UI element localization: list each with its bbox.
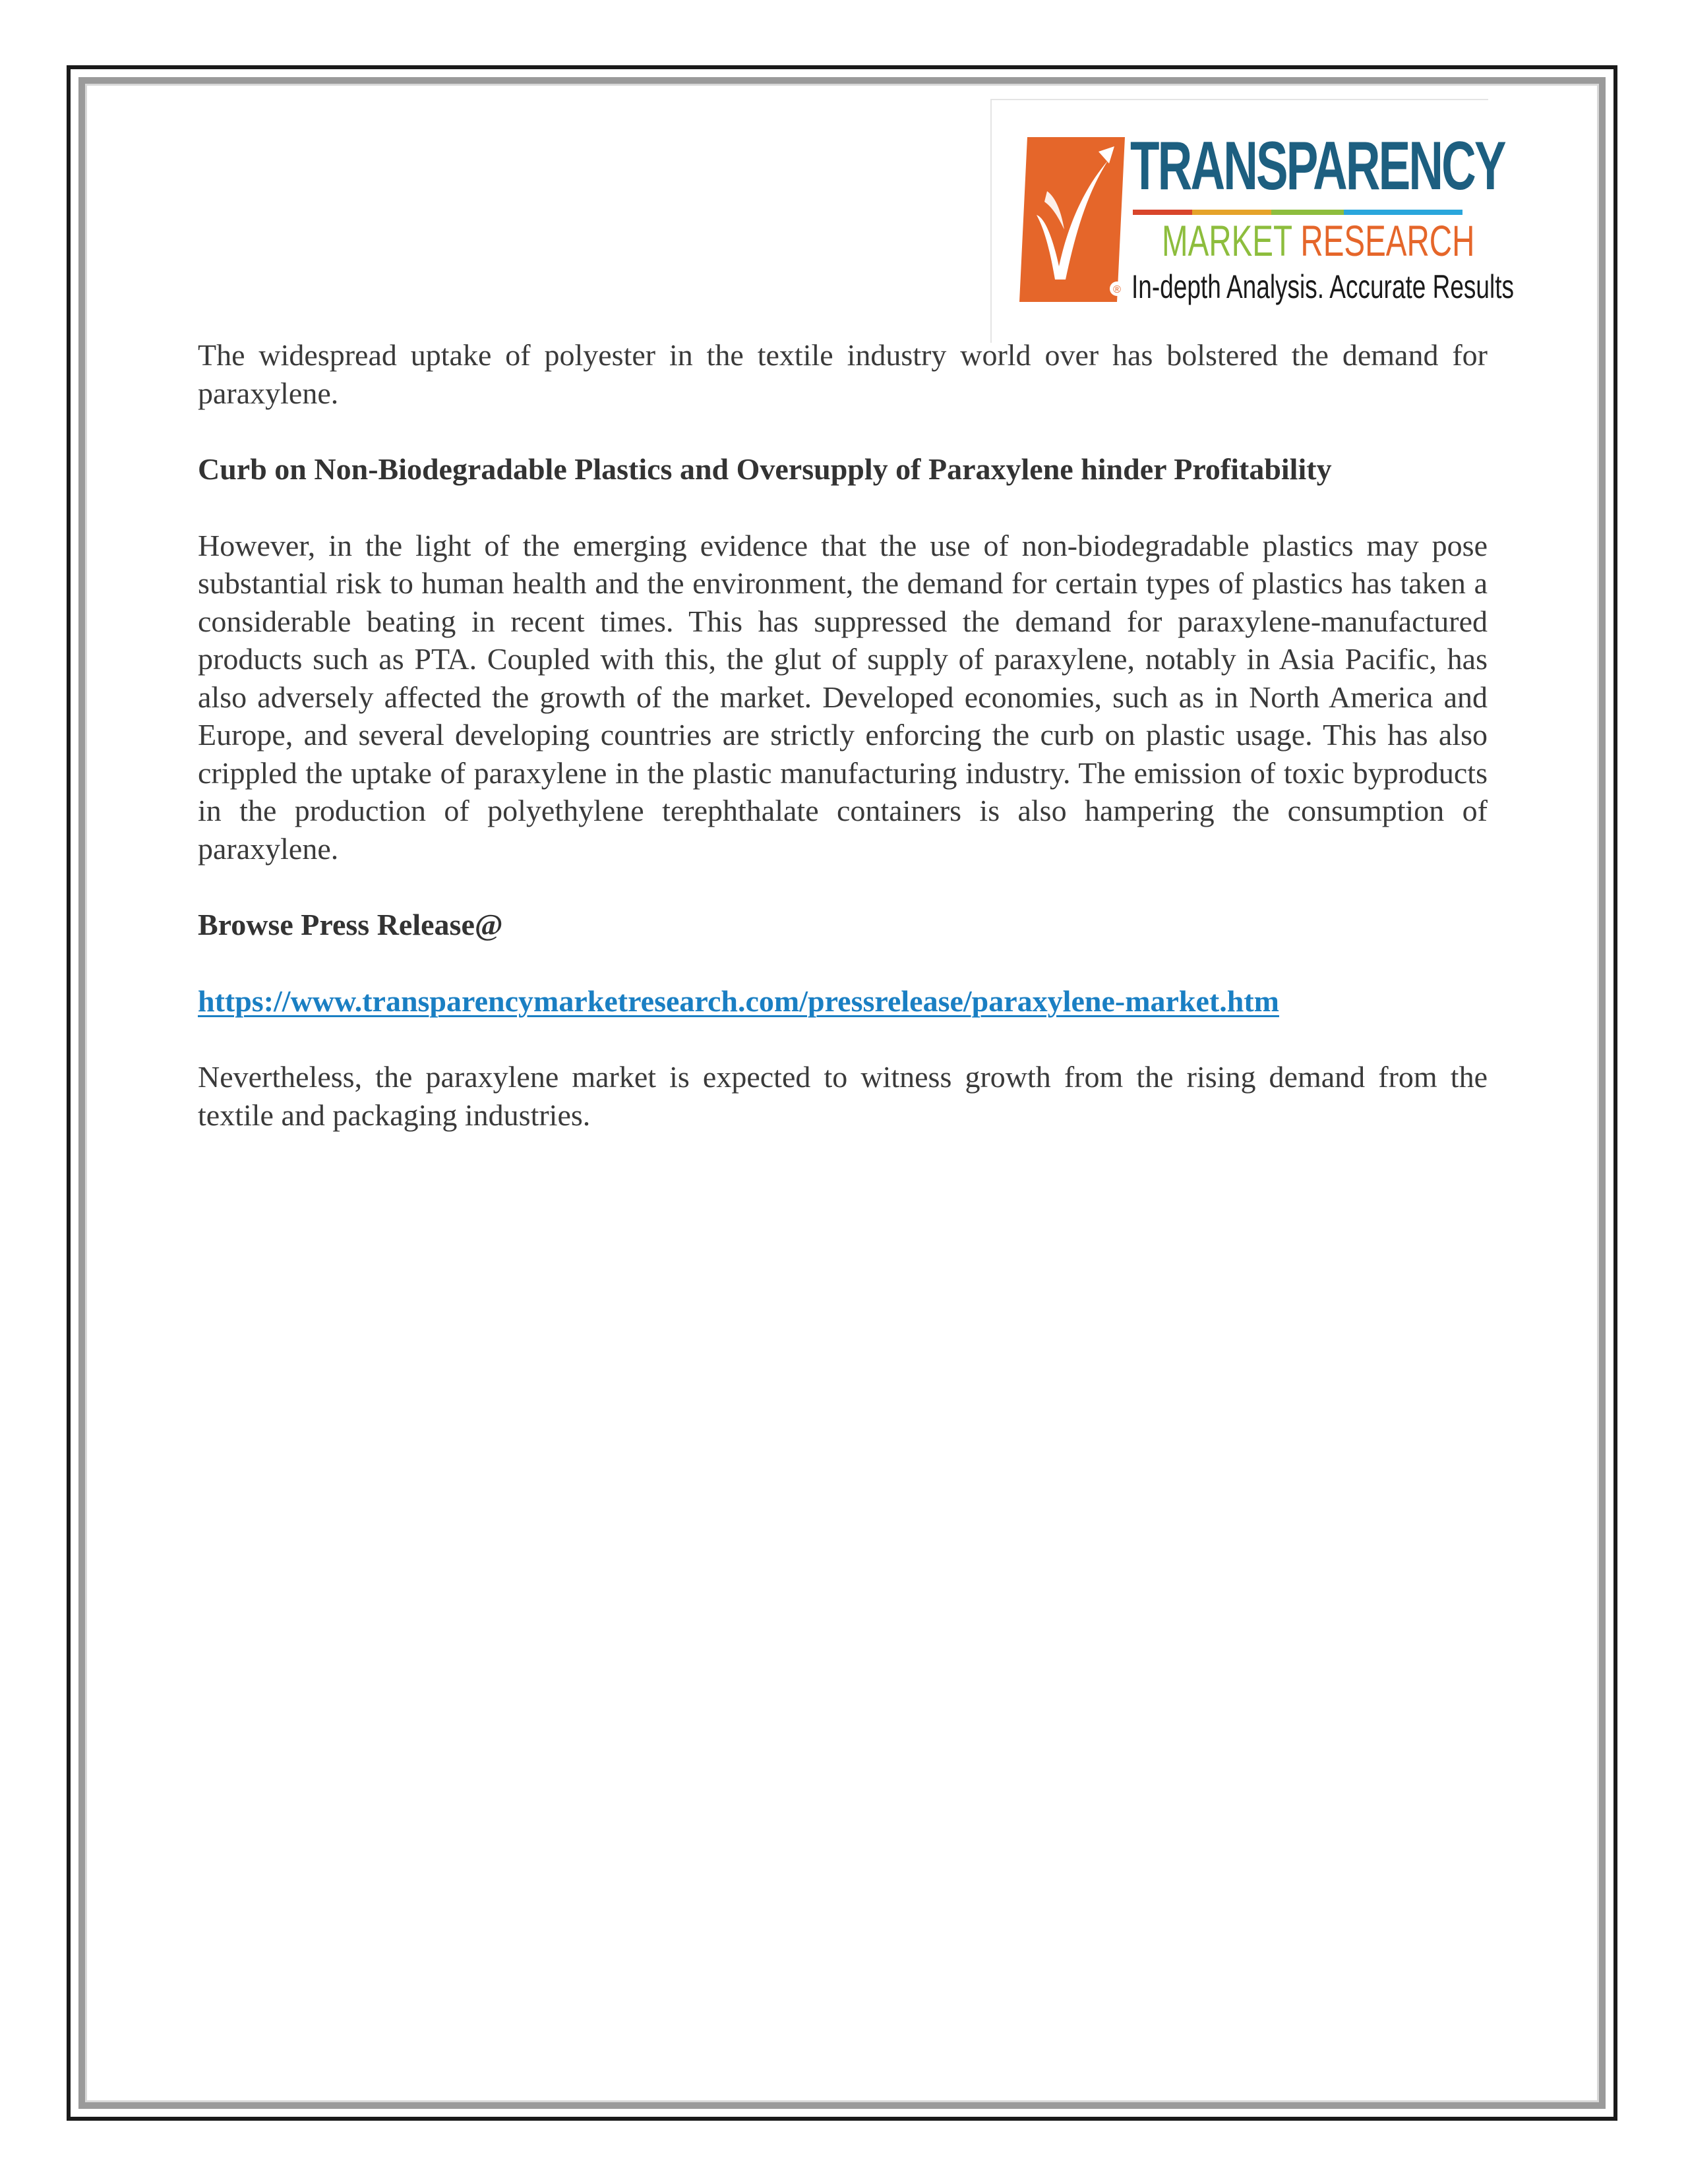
logo-name-line2 bbox=[1162, 216, 1475, 265]
logo-bar-green bbox=[1271, 210, 1344, 215]
intro-paragraph: The widespread uptake of polyester in the textile industry world over has bolstered the demand for paraxylene. bbox=[198, 338, 1488, 410]
browse-label: Browse Press Release@ bbox=[198, 908, 503, 941]
article-body bbox=[198, 336, 1488, 1134]
press-release-link-row bbox=[198, 982, 1488, 1020]
section-heading: Curb on Non-Biodegradable Plastics and Oversupply of Paraxylene hinder Profitability bbox=[198, 452, 1332, 486]
closing-paragraph: Nevertheless, the paraxylene market is expected to witness growth from the rising demand from the textile and packaging industries. bbox=[198, 1060, 1488, 1132]
logo-bar-orange bbox=[1192, 210, 1271, 215]
logo-name-line1: TRANSPARENCY bbox=[1130, 128, 1505, 204]
logo-name-market: MARKET bbox=[1162, 216, 1292, 265]
company-logo bbox=[990, 99, 1514, 343]
logo-name-research: RESEARCH bbox=[1300, 216, 1475, 265]
registered-mark: ® bbox=[1113, 284, 1121, 295]
body-paragraph: However, in the light of the emerging evidence that the use of non-biodegradable plastics may pose substantial risk to human health and the environment, the demand for certain types of plastics has taken a considerable beating in recent times. This has suppressed the demand for paraxylene-manufactured products such as PTA. Coupled with this, the glut of supply of paraxylene, notably in Asia Pacific, has also adversely affected the growth of the market. Developed economies, such as in North America and Europe, and several developing countries are strictly enforcing the curb on plastic usage. This has also crippled the uptake of paraxylene in the plastic manufacturing industry. The emission of toxic byproducts in the production of polyethylene terephthalate containers is also hampering the consumption of paraxylene. bbox=[198, 528, 1488, 866]
press-release-link[interactable]: https://www.transparencymarketresearch.com/pressrelease/paraxylene-market.htm bbox=[198, 984, 1279, 1018]
logo-checkmark-icon bbox=[1018, 137, 1125, 302]
logo-color-bars bbox=[1133, 210, 1462, 215]
logo-tagline: In-depth Analysis. Accurate Results bbox=[1131, 268, 1514, 305]
logo-bar-blue bbox=[1344, 210, 1462, 215]
logo-bar-red bbox=[1133, 210, 1192, 215]
